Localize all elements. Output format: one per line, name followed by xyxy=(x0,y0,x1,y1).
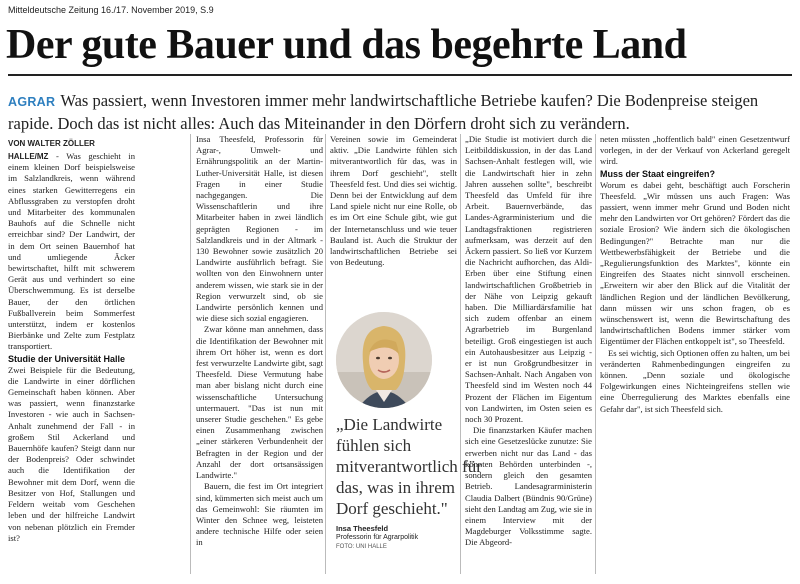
article-column-3 xyxy=(330,134,457,306)
column-divider xyxy=(190,134,191,574)
quote-author: Insa Theesfeld xyxy=(336,524,389,533)
byline: VON WALTER ZÖLLER xyxy=(8,139,95,148)
kicker-label: AGRAR xyxy=(8,95,56,109)
paragraph: neten müssten „hoffentlich bald" einen Gesetzentwurf vorlegen, in der der Verkauf von Ackerland geregelt wird. xyxy=(600,134,790,167)
quote-author-role: Professorin für Agrarpolitik xyxy=(336,534,419,541)
paragraph: Zwar könne man annehmen, dass die Identifikation der Bewohner mit ihrem Ort höher ist, wenn es dort fest verwurzelte Landwirte gibt, sagt Theesfeld. Diese Vermutung habe man aber bislang nicht durch eine wissenschaftliche Untersuchung untermauert. "Das ist nun mit unserer Studie geschehen." Es gebe einen Zusammenhang zwischen „einer stärkeren Verbundenheit der Befragten in der Region und der Anzahl der dort ortsansässigen Landwirte." xyxy=(196,324,323,481)
subheading: Studie der Universität Halle xyxy=(8,353,126,364)
headline: Der gute Bauer und das begehrte Land xyxy=(6,22,687,68)
photo-credit: FOTO: UNI HALLE xyxy=(336,544,387,550)
deck-text: Was passiert, wenn Investoren immer mehr landwirtschaftliche Betriebe kaufen? Die Bodenpreise steigen rapide. Doch das ist nicht alles: Auch das Miteinander in den Dörfern droht sich zu verändern. xyxy=(8,91,759,133)
portrait-image xyxy=(336,312,432,408)
paragraph xyxy=(8,151,135,353)
article-column-1 xyxy=(8,151,135,581)
subheading: Muss der Staat eingreifen? xyxy=(600,168,716,179)
source-line: Mitteldeutsche Zeitung 16./17. November 2019, S.9 xyxy=(8,5,214,15)
dateline: HALLE/MZ xyxy=(8,152,49,161)
paragraph: Vereinen sowie im Gemeinderat aktiv. „Die Landwirte fühlen sich mitverantwortlich für das, was in ihrem Dorf geschieht", stellt Theesfeld fest. Und dies sei wichtig. Denn bei der Entwicklung auf dem Land spiele nicht nur eine Rolle, ob es im Ort eine Schule gibt, wie gut der Internetanschluss und wie teuer Bauland ist. Auch die Struktur der landwirtschaftlichen Betriebe sei von Bedeutung. xyxy=(330,134,457,268)
paragraph: Die finanzstarken Käufer machen sich eine Gesetzeslücke zunutze: Sie erwerben nicht nur das Land - das könnten Behörden unterbinden -, sondern gleich den gesamten Betrieb. Landesagrarministerin Claudia Dalbert (Bündnis 90/Grüne) sieht den Landtag am Zug, wie sie in einem Interview mit der Magdeburger Volksstimme sagte. Die Abgeord- xyxy=(465,425,592,548)
article-column-5 xyxy=(600,134,790,564)
pull-quote: „Die Landwirte fühlen sich mitverantwortlich für das, was in ihrem Dorf geschieht." xyxy=(336,415,482,518)
headline-rule xyxy=(8,74,792,76)
portrait-photo xyxy=(336,312,432,408)
article-column-4 xyxy=(465,134,592,564)
paragraph: Insa Theesfeld, Professorin für Agrar-, Umwelt- und Ernährungspolitik an der Martin-Luther-Universität Halle, ist diesen Fragen in einer Studie nachgegangen. Die Wissenschaftlerin und ihre Mitarbeiter haben in zwei ländlich geprägten Regionen - im Salzlandkreis und in der Altmark - 130 Bewohner sowie zusätzlich 20 Landwirte ausführlich befragt. Sie wollten von den Einwohnern unter anderem wissen, wie stark sie in der Region verwurzelt sind, ob sie Landwirte persönlich kennen und wie diese sich sozial engagieren. xyxy=(196,134,323,324)
article-deck xyxy=(8,90,792,134)
article-column-2 xyxy=(196,134,323,564)
paragraph: „Die Studie ist motiviert durch die Leitbilddiskussion, in der das Land Sachsen-Anhalt festlegen will, wie die Landwirtschaft hier in zehn Jahren aussehen sollte", beschreibt Theesfeld das Umfeld für ihre Arbeit. Bauernverbände, das Landes-Agrarministerium und die Landtagsfraktionen registrieren aufmerksam, was derzeit auf den Äckern passiert. So ließ vor Kurzem die Nachricht aufhorchen, das Aldi-Erben über eine Stiftung einen landwirtschaftlichen Großbetrieb in der Nähe von Leipzig gekauft haben. Die Milliardärsfamilie hat sich zudem offenbar an einem Agrarbetrieb im Burgenland beteiligt. Groß eingestiegen ist auch ein Autohausbesitzer aus Leipzig - er ist nun Großgrundbesitzer in Sachsen-Anhalt. Nach Angaben von Theesfeld sind im Westen noch 44 Prozent der Flächen im Eigentum von Landwirten, im Osten seien es noch 30 Prozent. xyxy=(465,134,592,425)
paragraph: Worum es dabei geht, beschäftigt auch Forscherin Theesfeld. „Wir müssen uns auch Fragen: Was passiert, wenn immer mehr Grund und Boden nicht mehr den Landwirten vor Ort gehören? Fördert das die soziale Erosion? Wie ändern sich die ökologischen Bedingungen?" Betrachte man nur die Wettbewerbsfähigkeit der Betriebe und die „Regulierungsfunktion des Marktes", könnte ein Eingreifen des Staates nicht sinnvoll erscheinen. „Erweitern wir aber den Blick auf die Vitalität der ländlichen Region und der ländlichen Bevölkerung, dann müssen wir uns schon fragen, ob es wünschenswert ist, wenn die Bewirtschaftung des landwirtschaftlichen Bodens immer stärker vom Eigentümer der Flächen entkoppelt ist", so Theesfeld. xyxy=(600,179,790,347)
paragraph: Zwei Beispiele für die Bedeutung, die Landwirte in einer dörflichen Gemeinschaft haben können. Aber was passiert, wenn finanzstarke Investoren - wie auch in Sachsen-Anhalt zunehmend der Fall - in großem Stil Ackerland und Bauernhöfe kaufen? Steigt dann nur der Bodenpreis? Oder schwindet auch die Identifikation der Bewohner mit dem Dorf, wenn die Besitzer von Hof, Stallungen und Feldern weitab vom Geschehen leben und der hilfreiche Landwirt von nebenan plötzlich ein Fremder ist? xyxy=(8,364,135,543)
paragraph: Bauern, die fest im Ort integriert sind, kümmerten sich meist auch um das Gemeinwohl: Sie räumten im Winter den Schnee weg, leisteten andere technische Hilfe oder seien in xyxy=(196,481,323,548)
paragraph: Es sei wichtig, sich Optionen offen zu halten, um bei veränderten Rahmenbedingungen eingreifen zu können. „Denn soziale und ökologische Folgewirkungen eines Nichteingreifens stellen wie eine Überregulierung des Marktes ebenfalls eine Gefahr dar", ist sich Theesfeld sich. xyxy=(600,347,790,414)
column-divider xyxy=(595,134,596,574)
paragraph-text: - Was geschieht in einem kleinen Dorf beispielsweise im Salzlandkreis, wenn während eines starken Gewitterregens ein Abflussgraben zu verstopfen droht und Mitarbeiter des kommunalen Bauhofs auf die Schnelle nicht erreichbar sind? Der Landwirt, der in dem Ort seinen Bauernhof hat und umliegende Äcker bewirtschaftet, hilft mit schwerem Gerät aus und verhindert so eine Überschwemmung. Es ist derselbe Bauer, der den örtlichen Fußballverein beim Sommerfest unterstützt, indem er kostenlos Bierbänke und Zelte zum Festplatz transportiert. xyxy=(8,151,135,352)
column-divider xyxy=(325,134,326,574)
